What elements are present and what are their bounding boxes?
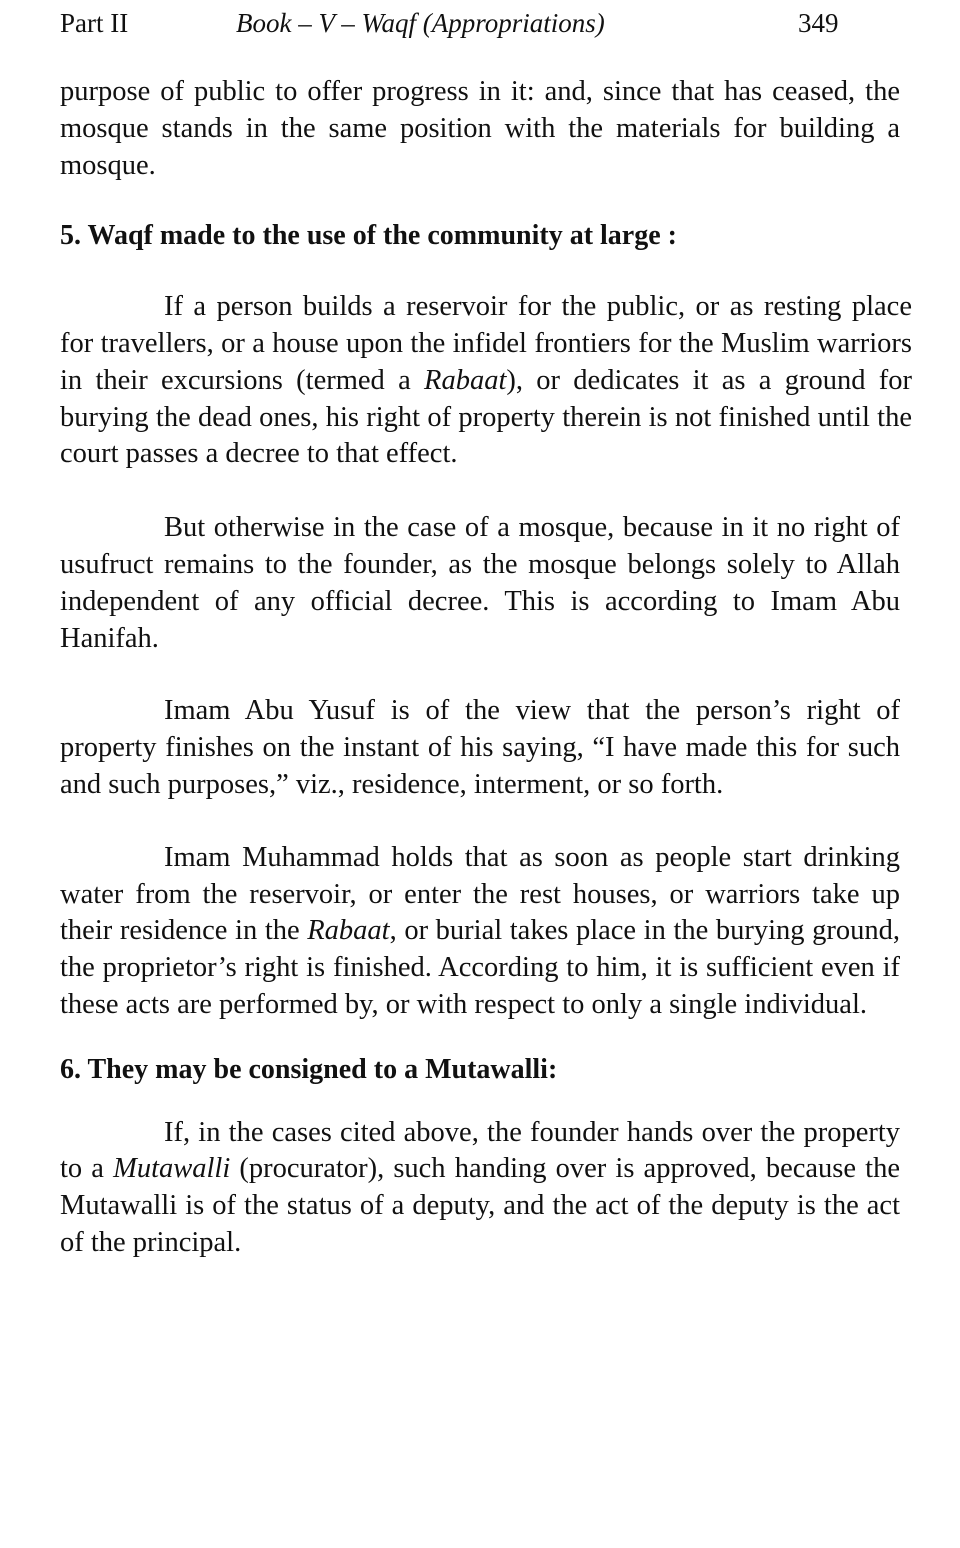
- paragraph-mosque: But otherwise in the case of a mosque, because in it no right of usufruct remains to the founder, as the mosque belongs solely to Allah independent of any official decree. This is according to Imam Abu Hanifah.: [60, 512, 900, 654]
- paragraph-text: If a person builds a reservoir for the public, or as resting place for travellers, or a house upon the infidel frontiers for the Muslim warriors in their excursions (termed a: [60, 291, 912, 396]
- paragraph-reservoir: [60, 289, 912, 473]
- italic-term-rabaat: Rabaat: [424, 364, 507, 396]
- paragraph-imam-muhammad: [60, 840, 900, 1024]
- section-heading-6: 6. They may be consigned to a Mutawalli:: [60, 1053, 558, 1085]
- italic-term-rabaat: Rabaat: [307, 915, 390, 947]
- continued-paragraph: purpose of public to offer progress in it: and, since that has ceased, the mosque stands in the same position with the materials for building a mosque.: [60, 76, 900, 181]
- page-number: 349: [798, 8, 839, 38]
- section-heading-5: 5. Waqf made to the use of the community at large :: [60, 220, 677, 252]
- paragraph-text: (procurator), such handing over is approved, because the Mutawalli is of the status of a deputy, and the act of the deputy is the act of the principal.: [60, 1153, 900, 1258]
- header-book-title: Book – V – Waqf (Appropriations): [236, 8, 605, 38]
- paragraph-abu-yusuf: Imam Abu Yusuf is of the view that the person’s right of property finishes on the instant of his saying, “I have made this for such and such purposes,” viz., residence, interment, or so forth.: [60, 695, 900, 800]
- page-body: [60, 74, 912, 1262]
- paragraph-text: Imam Muhammad holds that as soon as people start drinking water from the reservoir, or enter the rest houses, or warriors take up their residence in the: [60, 841, 900, 947]
- paragraph-text: If, in the cases cited above, the founder hands over the property to a: [60, 1116, 900, 1185]
- paragraph-text: ), or dedicates it as a ground for burying the dead ones, his right of property therein is not finished until the court passes a decree to that effect.: [60, 364, 912, 470]
- header-part: Part II: [60, 8, 129, 38]
- running-header: [60, 0, 900, 46]
- italic-term-mutawalli: Mutawalli: [113, 1153, 231, 1185]
- paragraph-text: , or burial takes place in the burying ground, the proprietor’s right is finished. According to him, it is sufficient even if these acts are performed by, or with respect to only a single individual.: [60, 915, 901, 1020]
- book-page: [60, 0, 912, 1262]
- paragraph-mutawalli: [60, 1115, 900, 1262]
